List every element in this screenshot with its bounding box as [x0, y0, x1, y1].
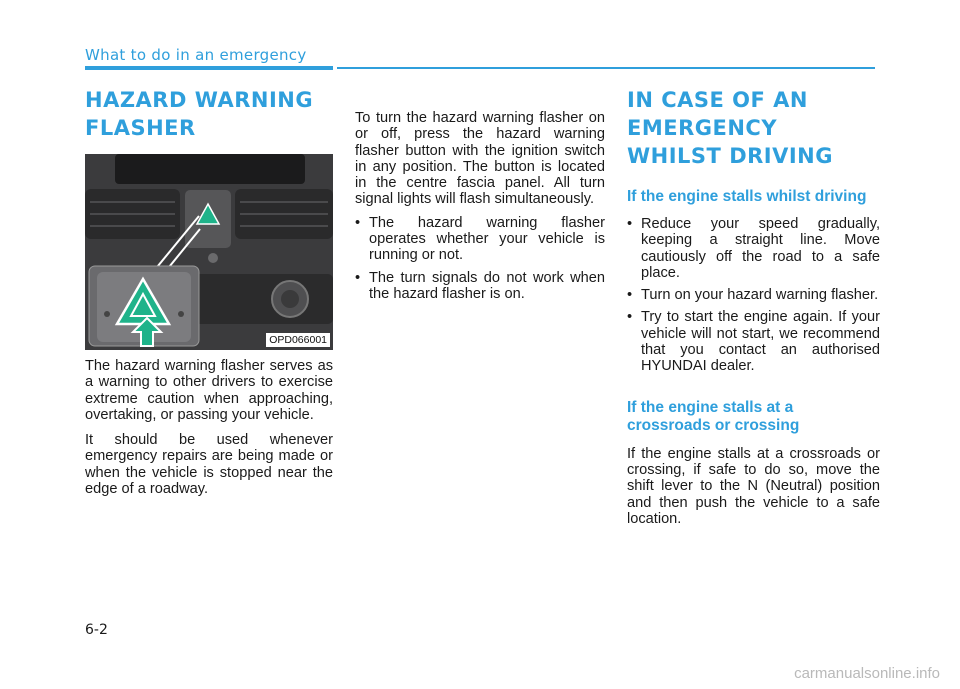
hazard-button-figure [85, 154, 333, 350]
hazard-section-title: HAZARD WARNING FLASHER [85, 88, 314, 140]
section-header-label: What to do in an emergency [85, 46, 307, 64]
hazard-notes-list [355, 215, 605, 302]
list-item: • The turn signals do not work when the hazard flasher is on. [355, 270, 605, 303]
hazard-paragraph-2: It should be used whenever emergency repairs are being made or when the vehicle is stopped near the edge of a roadway. [85, 432, 333, 498]
list-item: • Try to start the engine again. If your vehicle will not start, we recommend that you contact an authorised HYUNDAI dealer. [627, 309, 880, 374]
list-item: • Reduce your speed gradually, keeping a straight line. Move cautiously off the road to a safe place. [627, 216, 880, 281]
page-number: 6-2 [85, 622, 108, 638]
left-column [85, 86, 333, 497]
watermark: carmanualsonline.info [794, 665, 940, 682]
header-rule-thick [85, 66, 333, 70]
figure-code: OPD066001 [266, 333, 330, 347]
stall-driving-subtitle: If the engine stalls whilst driving [627, 188, 867, 205]
right-column [627, 86, 880, 527]
stall-crossroads-text: If the engine stalls at a crossroads or crossing, if safe to do so, move the shift lever to the N (Neutral) position and then push the vehicle to a safe location. [627, 445, 880, 527]
list-item: • The hazard warning flasher operates whether your vehicle is running or not. [355, 215, 605, 264]
hazard-instructions: To turn the hazard warning flasher on or off, press the hazard warning flasher button with the ignition switch in any position. The button is located in the centre fascia panel. All turn signal lights will flash simultaneously. [355, 110, 605, 208]
dashboard-illustration [85, 154, 333, 350]
emergency-title-line-1: IN CASE OF AN EMERGENCY [627, 88, 808, 140]
emergency-title-line-2: WHILST DRIVING [627, 144, 833, 168]
stall-driving-list [627, 216, 880, 375]
middle-column [355, 110, 605, 302]
hazard-paragraph-1: The hazard warning flasher serves as a warning to other drivers to exercise extreme caution when approaching, overtaking, or passing your vehicle. [85, 358, 333, 423]
stall-crossroads-subtitle: If the engine stalls at a crossroads or crossing [627, 398, 800, 434]
list-item: • Turn on your hazard warning flasher. [627, 287, 880, 303]
header-rule-thin [337, 67, 875, 69]
